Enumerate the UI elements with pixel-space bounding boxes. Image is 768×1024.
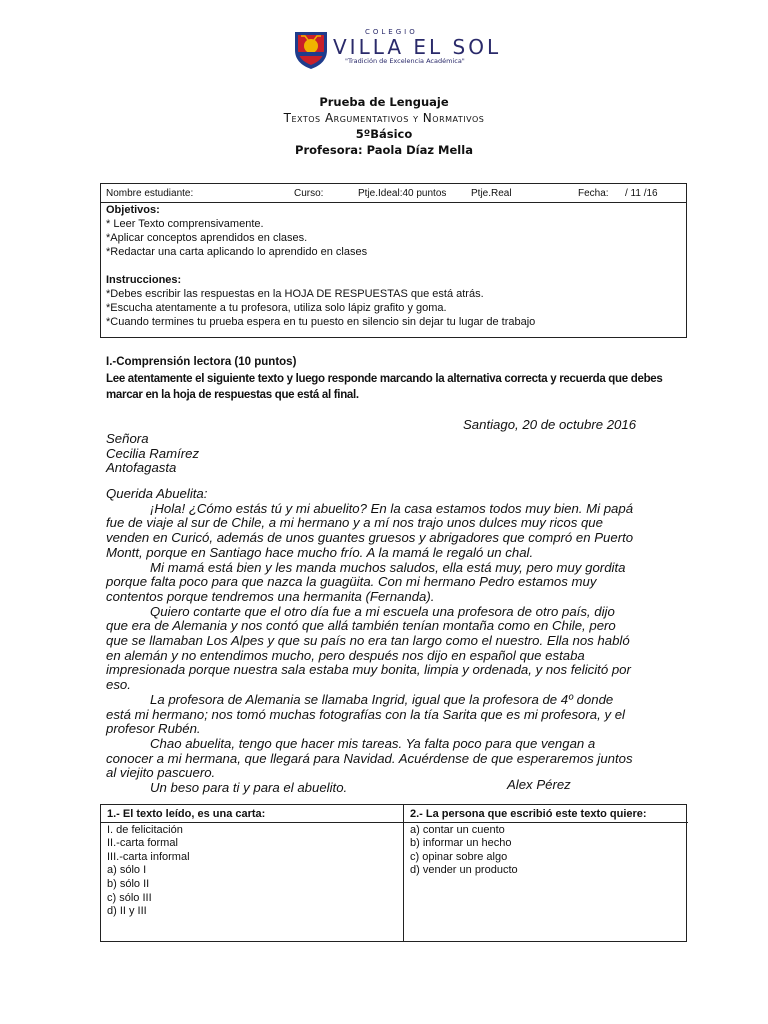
question-2	[404, 805, 688, 941]
letter-line: Un beso para ti y para el abuelito.	[150, 780, 348, 796]
question-option: I. de felicitación	[107, 823, 183, 836]
question-option: c) sólo III	[107, 891, 152, 904]
letter-body	[106, 487, 666, 796]
logo-school-name: VILLA EL SOL	[333, 35, 502, 59]
section-instruction-line: marcar en la hoja de respuestas que está al final.	[106, 389, 359, 401]
letter-line: que se llamaban Los Alpes y que su país no era tan largo como el nuestro. Ella nos habló	[106, 633, 630, 649]
letter-line: porque falta poco para que nazca la guagüita. Con mi hermano Pedro estamos muy	[106, 574, 597, 590]
ideal-score-label: Ptje.Ideal:40 puntos	[358, 188, 447, 199]
instruction-item: *Cuando termines tu prueba espera en tu puesto en silencio sin dejar tu lugar de trabajo	[106, 316, 536, 328]
letter-line: está mi hermano; nos tomó muchas fotografías con la tía Sarita que es mi profesora, y el	[106, 706, 625, 722]
objective-item: *Aplicar conceptos aprendidos en clases.	[106, 232, 308, 244]
recipient-line: Cecilia Ramírez	[106, 445, 200, 461]
letter-line: profesor Rubén.	[106, 721, 201, 737]
letter-line: que era de Alemania y nos contó que allá también tenían montaña como en Chile, pero	[106, 618, 616, 634]
objectives-heading: Objetivos:	[106, 204, 160, 216]
recipient-line: Antofagasta	[106, 460, 177, 476]
logo-colegio-text: COLEGIO	[365, 28, 418, 36]
section-title: I.-Comprensión lectora (10 puntos)	[106, 356, 297, 368]
objective-item: * Leer Texto comprensivamente.	[106, 218, 264, 230]
test-grade: 5ºBásico	[355, 127, 413, 141]
letter-date: Santiago, 20 de octubre 2016	[463, 417, 637, 432]
section-instruction-line: Lee atentamente el siguiente texto y luego responde marcando la alternativa correcta y recuerda que debes	[106, 373, 663, 385]
letter-line: venden en Curicó, además de unos guantes gruesos y abrigadores que compró en Puerto	[106, 530, 634, 546]
date-label: Fecha:	[578, 188, 609, 199]
letter-line: contentos porque tendremos una hermanita (Fernanda).	[106, 588, 435, 604]
letter-line: Montt, porque en Santiago hace mucho frío. A la mamá le regaló un chal.	[106, 544, 534, 560]
instructions-heading: Instrucciones:	[106, 274, 182, 286]
question-option: d) vender un producto	[410, 864, 518, 877]
letter-greeting: Querida Abuelita:	[106, 486, 208, 501]
letter-line: Mi mamá está bien y les manda muchos saludos, ella está muy, pero muy gordita	[150, 559, 626, 575]
school-crest-icon	[293, 30, 329, 70]
question-option: d) II y III	[107, 905, 147, 918]
letter-line: conocer a mi hermana, que llegará para Navidad. Acuérdense de que esperaremos juntos	[106, 750, 633, 766]
question-option: III.-carta informal	[107, 850, 190, 863]
letter-line: impresionada porque nuestra sala estaba muy bonita, limpia y ordenada, y nos felicitó por	[106, 662, 631, 678]
instruction-item: *Debes escribir las respuestas en la HOJA DE RESPUESTAS que está atrás.	[106, 288, 484, 300]
question-title: 1.- El texto leído, es una carta:	[107, 808, 266, 820]
question-option: II.-carta formal	[107, 837, 178, 850]
letter-line: ¡Hola! ¿Cómo estás tú y mi abuelito? En la casa estamos todos muy bien. Mi papá	[150, 500, 634, 516]
course-label: Curso:	[294, 188, 324, 199]
letter-line: eso.	[106, 677, 131, 693]
question-1	[101, 805, 404, 941]
student-info-row	[101, 184, 686, 203]
question-option: a) contar un cuento	[410, 823, 505, 836]
question-option: b) sólo II	[107, 877, 150, 890]
test-header	[0, 94, 768, 158]
letter-line: fue de viaje al sur de Chile, a mi hermano y a mí nos trajo unos dulces muy ricos que	[106, 515, 603, 531]
letter-paragraphs	[106, 502, 666, 796]
school-logo	[293, 28, 502, 70]
letter-recipient	[106, 432, 666, 476]
student-name-label: Nombre estudiante:	[106, 188, 194, 199]
real-score-label: Ptje.Real	[471, 188, 512, 199]
question-option: a) sólo I	[107, 864, 147, 877]
objective-item: *Redactar una carta aplicando lo aprendido en clases	[106, 246, 368, 258]
section-instructions	[106, 371, 706, 403]
instruction-item: *Escucha atentamente a tu profesora, utiliza solo lápiz grafito y goma.	[106, 302, 447, 314]
recipient-line: Señora	[106, 431, 149, 446]
date-value: / 11 /16	[625, 188, 658, 199]
question-title: 2.- La persona que escribió este texto quiere:	[410, 808, 647, 820]
letter-line: Chao abuelita, tengo que hacer mis tareas. Ya falta poco para que vengan a	[150, 735, 596, 751]
letter-line: Quiero contarte que el otro día fue a mi escuela una profesora de otro país, dijo	[150, 603, 615, 619]
letter-line: La profesora de Alemania se llamaba Ingrid, igual que la profesora de 4º donde	[150, 691, 614, 707]
letter-line: al viejito pascuero.	[106, 765, 216, 781]
letter-signature: Alex Pérez	[507, 777, 571, 792]
test-subtitle: Textos Argumentativos y Normativos	[283, 111, 485, 125]
student-info-box	[100, 183, 687, 338]
test-title: Prueba de Lenguaje	[319, 95, 449, 109]
question-options	[107, 824, 397, 919]
letter-line: en alemán y no entendimos mucho, pero después nos dijo en español que estaba	[106, 647, 585, 663]
question-option: c) opinar sobre algo	[410, 850, 508, 863]
question-option: b) informar un hecho	[410, 837, 512, 850]
objectives-instructions	[106, 203, 535, 329]
logo-tagline: "Tradición de Excelencia Académica"	[345, 57, 465, 65]
test-teacher: Profesora: Paola Díaz Mella	[295, 143, 473, 157]
questions-table	[100, 804, 687, 942]
question-options	[410, 824, 682, 878]
